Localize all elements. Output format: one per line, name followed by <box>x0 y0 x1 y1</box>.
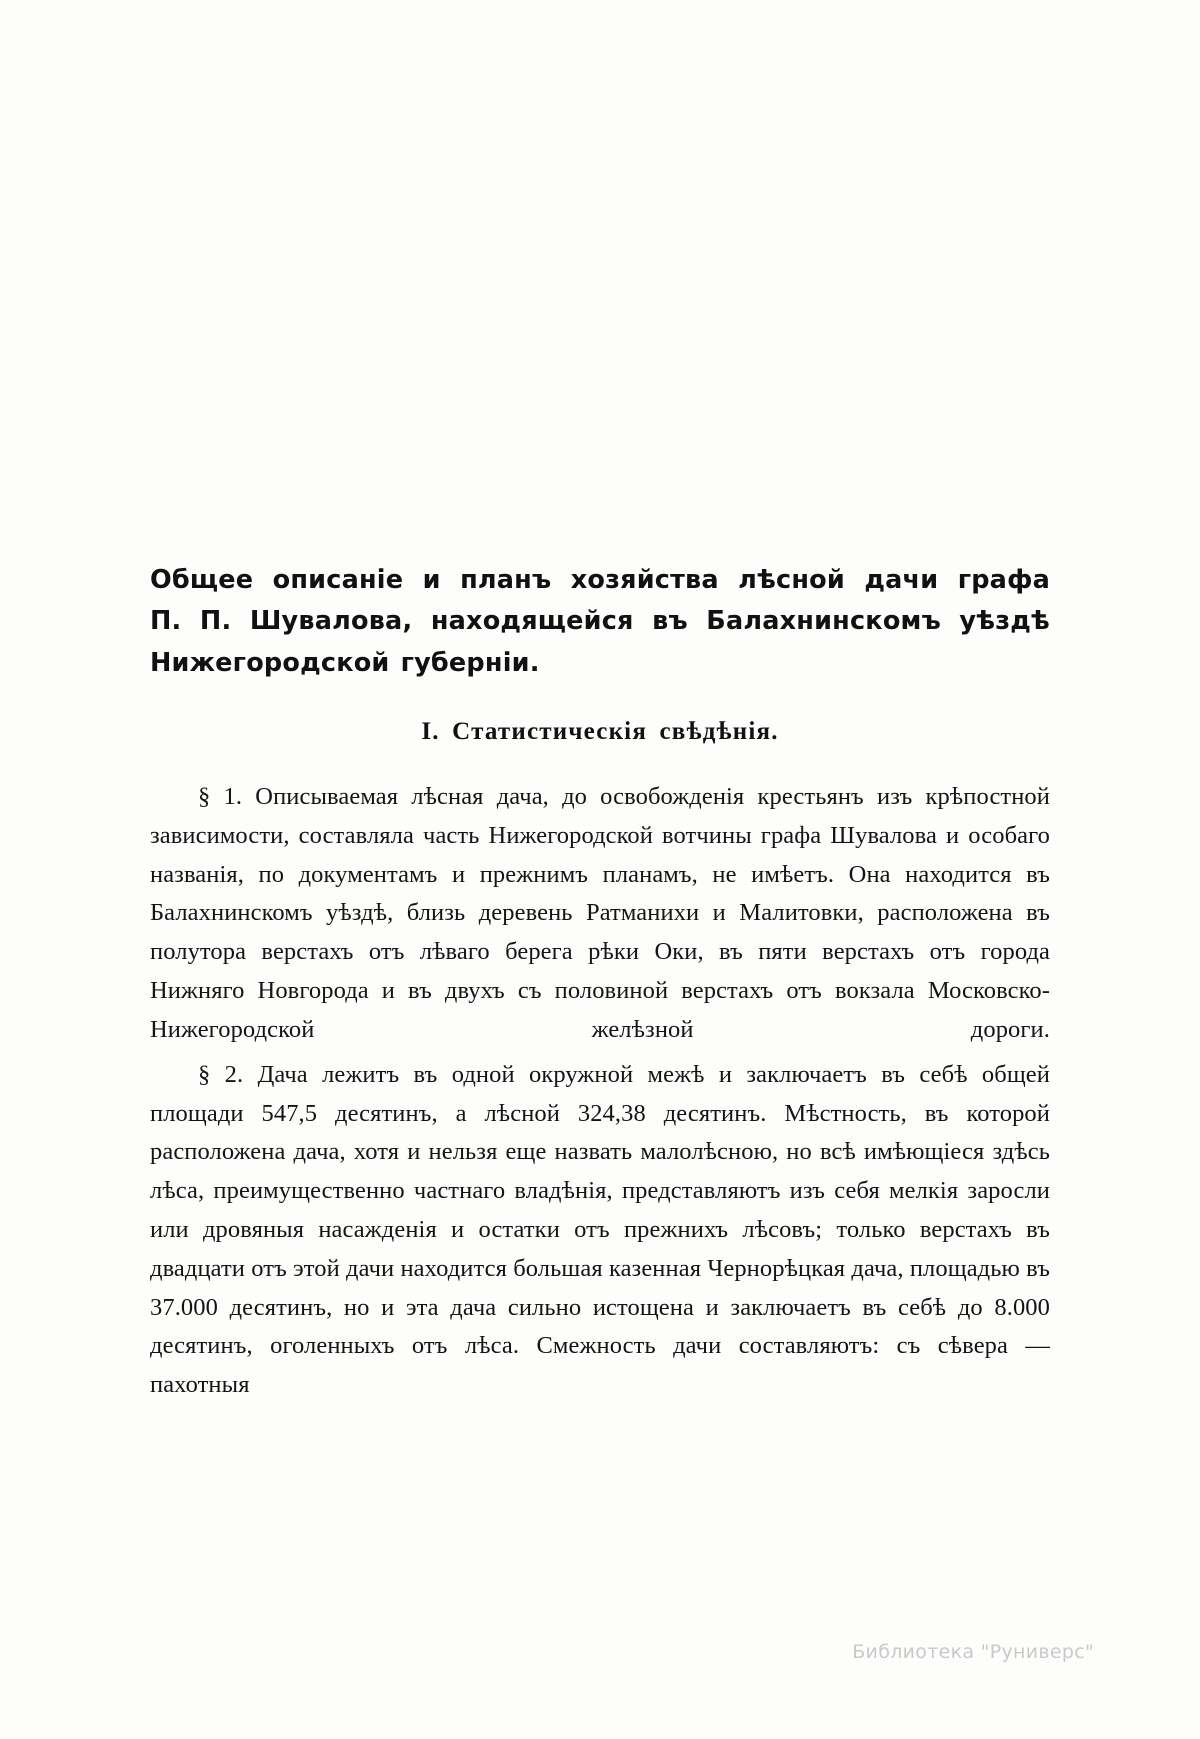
library-watermark: Библиотека "Руниверс" <box>852 1641 1094 1663</box>
paragraph-2 <box>150 1056 1050 1405</box>
title-line-2: П. П. Шувалова, находящейся въ Балахнинскомъ уѣздѣ <box>150 606 1050 637</box>
section-heading: I. Статистическія свѣдѣнія. <box>421 717 779 745</box>
paragraph-1 <box>150 778 1050 1050</box>
page-title <box>150 560 1050 684</box>
title-line-3: Нижегородской губерніи. <box>150 647 540 678</box>
title-line-1: Общее описаніе и планъ хозяйства лѣсной дачи графа <box>150 565 1050 595</box>
paragraph-1-text: § 1. Описываемая лѣсная дача, до освобожденія крестьянъ изъ крѣпостной зависимости, составляла часть Нижегородской вотчины графа Шувалова и особаго названія, по документамъ и прежнимъ планамъ, не имѣетъ. Она находится въ Балахнинскомъ уѣздѣ, близь деревень Ратманихи и Малитовки, расположена въ полутора верстахъ отъ лѣваго берега рѣки Оки, въ пяти верстахъ отъ города Нижняго Новгорода и въ двухъ съ половиной верстахъ отъ вокзала Московско-Нижегородской желѣзной дороги. <box>150 782 1050 1043</box>
paragraph-2-text: § 2. Дача лежитъ въ одной окружной межѣ и заключаетъ въ себѣ общей площади 547,5 десятинъ, а лѣсной 324,38 десятинъ. Мѣстность, въ которой расположена дача, хотя и нельзя еще назвать малолѣсною, но всѣ имѣющіеся здѣсь лѣса, преимущественно частнаго владѣнія, представляютъ изъ себя мелкія заросли или дровяныя насажденія и остатки отъ прежнихъ лѣсовъ; только верстахъ въ двадцати отъ этой дачи находится большая казенная Чернорѣцкая дача, площадью въ 37.000 десятинъ, но и эта дача сильно истощена и заключаетъ въ себѣ до 8.000 десятинъ, оголенныхъ отъ лѣса. Смежность дачи составляютъ: съ сѣвера — пахотныя <box>150 1060 1050 1399</box>
page-content <box>150 560 1050 1411</box>
